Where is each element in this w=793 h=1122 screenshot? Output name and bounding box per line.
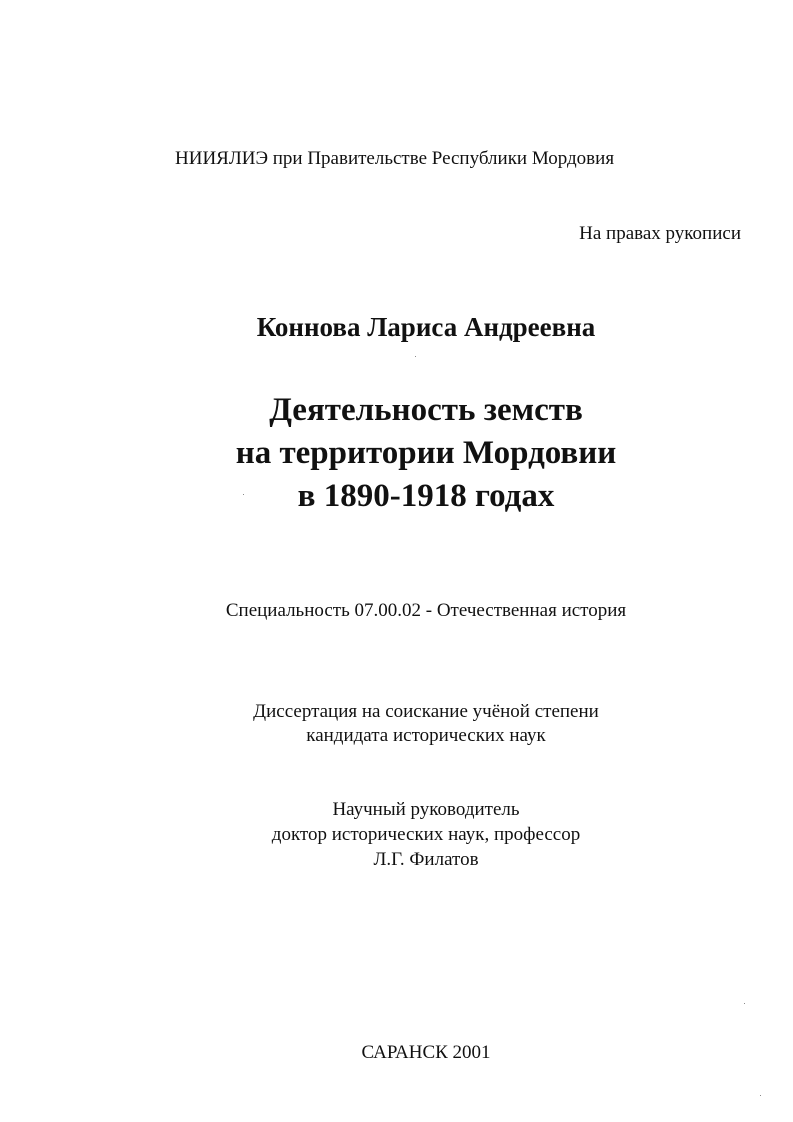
thesis-title-line-2: на территории Мордовии xyxy=(235,435,617,471)
thesis-title-line-1: Деятельность земств xyxy=(269,392,583,428)
dissertation-degree-line-2: кандидата исторических наук xyxy=(306,725,546,746)
scan-speck xyxy=(744,1003,745,1004)
advisor-degree: доктор исторических наук, профессор xyxy=(271,824,581,845)
advisor-role: Научный руководитель xyxy=(332,799,520,820)
advisor-name: Л.Г. Филатов xyxy=(373,849,479,870)
author-name: Коннова Лариса Андреевна xyxy=(256,312,596,342)
scan-speck xyxy=(760,1095,761,1096)
institution-name: НИИЯЛИЭ при Правительстве Республики Мордовия xyxy=(175,148,615,169)
manuscript-note: На правах рукописи xyxy=(579,223,741,244)
scan-speck xyxy=(243,494,244,495)
specialty-line: Специальность 07.00.02 - Отечественная история xyxy=(225,600,627,621)
city-year: САРАНСК 2001 xyxy=(361,1042,491,1063)
scan-speck xyxy=(415,356,416,357)
thesis-title-line-3: в 1890-1918 годах xyxy=(297,478,555,514)
dissertation-degree-line-1: Диссертация на соискание учёной степени xyxy=(253,701,599,722)
